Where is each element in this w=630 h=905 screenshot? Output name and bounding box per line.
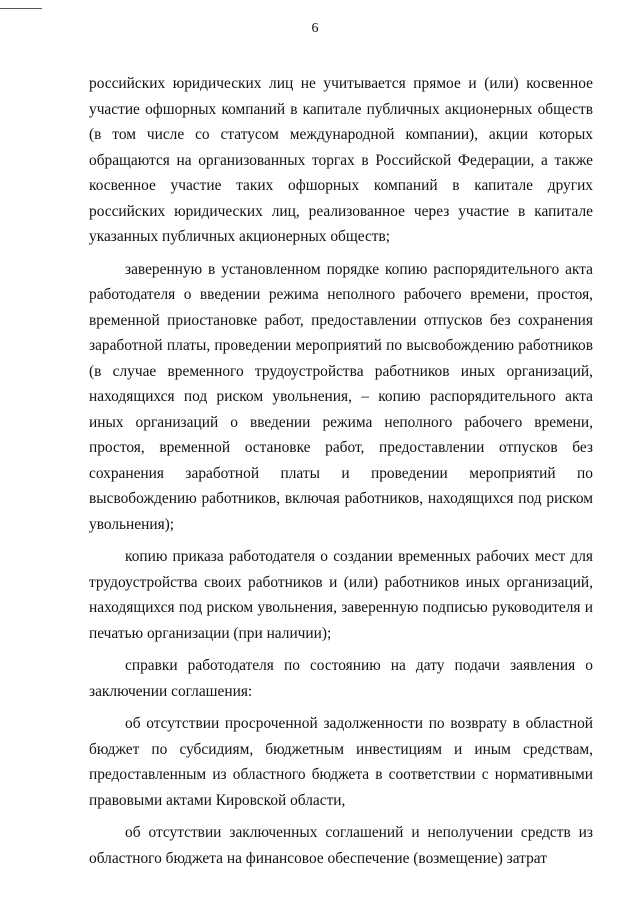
paragraph-employer-certificates: справки работодателя по состоянию на дату подачи заявления о заключении соглашения: <box>89 657 593 700</box>
paragraph-offshore-participation: российских юридических лиц не учитывается прямое и (или) косвенное участие офшорных компаний в капитале публичных акционерных обществ (в том числе со статусом международной компании), акции которых обращаются на организованных торгах в Российской Федерации, а также косвенное участие таких офшорных компаний в капитале других российских юридических лиц, реализованное через участие в капитале указанных публичных акционерных обществ; <box>89 75 593 245</box>
document-body <box>89 71 593 871</box>
paragraph-certified-act-copy: заверенную в установленном порядке копию распорядительного акта работодателя о введении режима неполного рабочего времени, простоя, временной приостановке работ, предоставлении отпусков без сохранения заработной платы, проведении мероприятий по высвобождению работников (в случае временного трудоустройства работников иных организаций, находящихся под риском увольнения, – копию распорядительного акта иных организаций о введении режима неполного рабочего времени, простоя, временной остановке работ, предоставлении отпусков без сохранения заработной платы и проведении мероприятий по высвобождению работников, включая работников, находящихся под риском увольнения); <box>89 260 593 533</box>
paragraph-no-agreements: об отсутствии заключенных соглашений и неполучении средств из областного бюджета на финансовое обеспечение (возмещение) затрат <box>89 824 593 867</box>
page-number: 6 <box>311 21 319 36</box>
page-top-rule <box>0 8 42 9</box>
paragraph-temporary-jobs-order: копию приказа работодателя о создании временных рабочих мест для трудоустройства своих работников и (или) работников иных организаций, находящихся под риском увольнения, заверенную подписью руководителя и печатью организации (при наличии); <box>89 548 593 642</box>
paragraph-no-overdue-debt: об отсутствии просроченной задолженности по возврату в областной бюджет по субсидиям, бюджетным инвестициям и иным средствам, предоставленным из областного бюджета в соответствии с нормативными правовыми актами Кировской области, <box>89 715 593 809</box>
